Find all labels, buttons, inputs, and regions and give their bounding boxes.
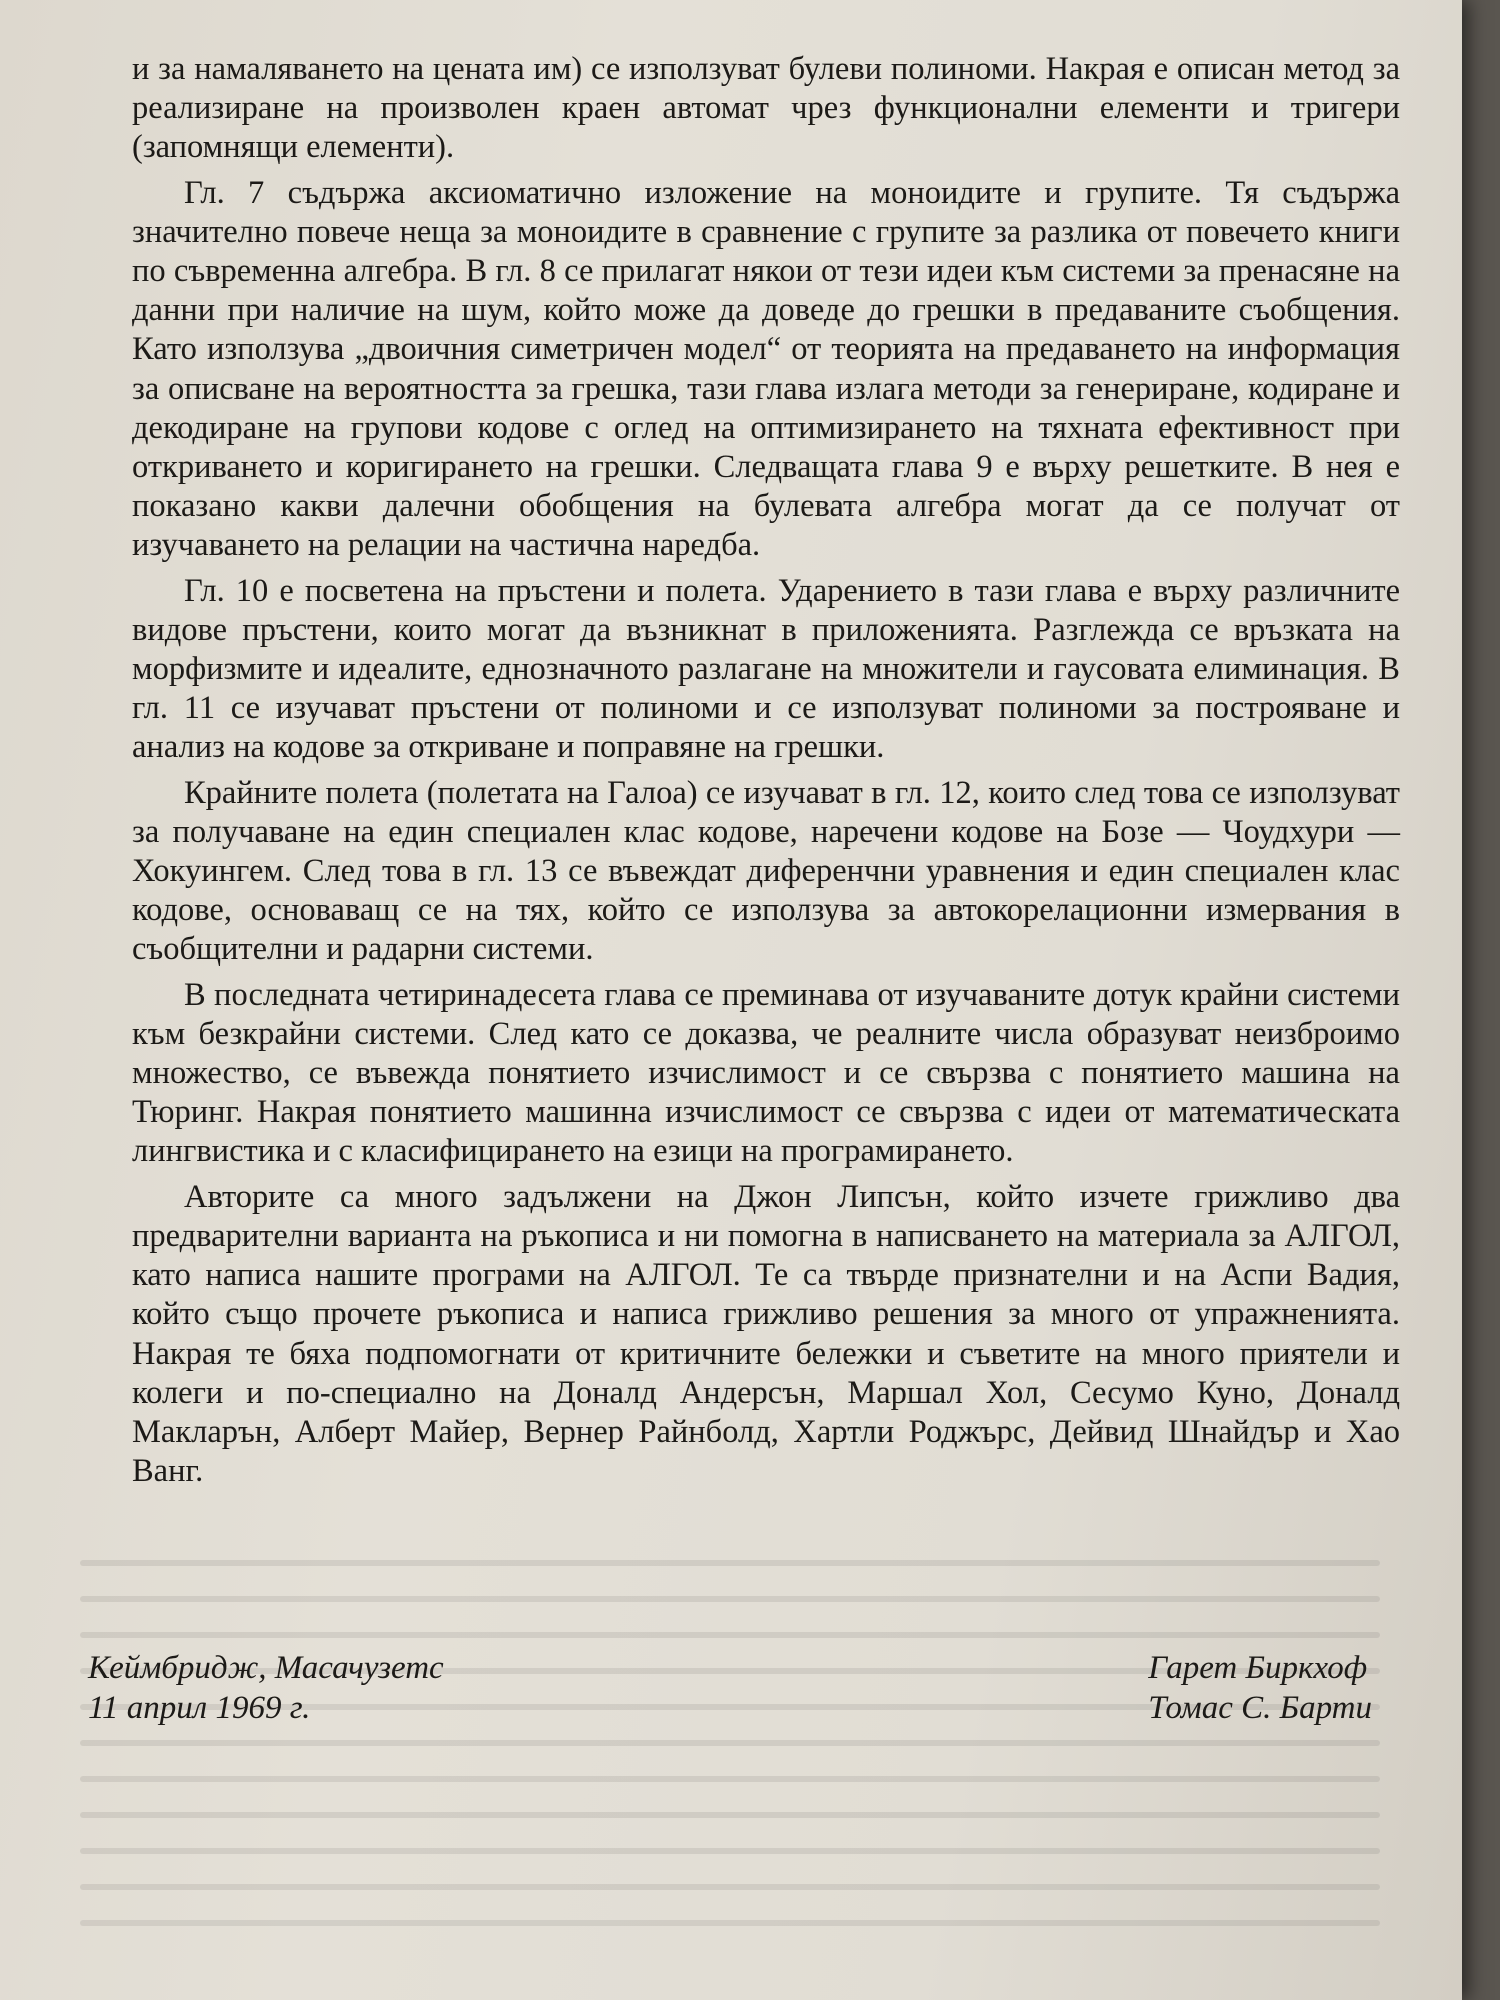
authors: [1148, 1648, 1372, 1728]
preface-text: [132, 50, 1400, 1497]
paragraph-3: Гл. 10 е посветена на пръстени и полета. Ударението в тази глава е върху различните видове пръстени, които могат да възникнат в приложенията. Разглежда се връзката на морфизмите и идеалите, еднозначното разлагане на множители и гаусовата елиминация. В гл. 11 се изучават пръстени от полиноми и се използуват полиноми за построяване и анализ на кодове за откриване и поправяне на грешки.: [132, 572, 1400, 766]
paragraph-2: Гл. 7 съдържа аксиоматично изложение на моноидите и групите. Тя съдържа значително повече неща за моноидите в сравнение с групите за разлика от повечето книги по съвременна алгебра. В гл. 8 се прилагат някои от тези идеи към системи за пренасяне на данни при наличие на шум, който може да доведе до грешки в предаваните съобщения. Като използува „двоичния симетричен модел“ от теорията на предаването на информация за описване на вероятността за грешка, тази глава излага методи за генериране, кодиране и декодиране на групови кодове с оглед на оптимизирането на тяхната ефективност при откриването и коригирането на грешки. Следващата глава 9 е върху решетките. В нея е показано какви далечни обобщения на булевата алгебра могат да се получат от изучаването на релации на частична наредба.: [132, 174, 1400, 564]
paragraph-4: Крайните полета (полетата на Галоа) се изучават в гл. 12, които след това се използуват за получаване на един специален клас кодове, наречени кодове на Бозе — Чоудхури — Хокуингем. След това в гл. 13 се въвеждат диференчни уравнения и един специален клас кодове, основаващ се на тях, който се използува за автокорелационни измервания в съобщителни и радарни системи.: [132, 774, 1400, 968]
signature-place: Кеймбридж, Масачузетс: [88, 1650, 444, 1686]
signature-author-2: Томас С. Барти: [1148, 1690, 1372, 1726]
signature-author-1: Гарет Биркхоф: [1148, 1650, 1368, 1686]
place-and-date: [88, 1648, 444, 1728]
paragraph-6: Авторите са много задължени на Джон Липсън, който изчете грижливо два предварителни варианта на ръкописа и ни помогна в написването на материала за АЛГОЛ, като написа нашите програми на АЛГОЛ. Те са твърде признателни и на Аспи Вадия, който също прочете ръкописа и написа грижливо решения за много от упражненията. Накрая те бяха подпомогнати от критичните бележки и съветите на много приятели и колеги и по-специално на Доналд Андерсън, Маршал Хол, Сесумо Куно, Доналд Макларън, Алберт Майер, Вернер Райнболд, Хартли Роджърс, Дейвид Шнайдър и Хао Ванг.: [132, 1178, 1400, 1490]
show-through-text: [80, 1560, 1380, 1980]
paragraph-1: и за намаляването на цената им) се използуват булеви полиноми. Накрая е описан метод за реализиране на произволен краен автомат чрез функционални елементи и тригери (запомнящи елементи).: [132, 51, 1400, 166]
paragraph-5: В последната четиринадесета глава се преминава от изучаваните дотук крайни системи към безкрайни системи. След като се доказва, че реалните числа образуват неизброимо множество, се въвежда понятието изчислимост и се свързва с понятието машина на Тюринг. Накрая понятието машинна изчислимост се свързва с идеи от математическата лингвистика и с класифицирането на езици на програмирането.: [132, 976, 1400, 1170]
signature-date: 11 април 1969 г.: [88, 1690, 311, 1726]
